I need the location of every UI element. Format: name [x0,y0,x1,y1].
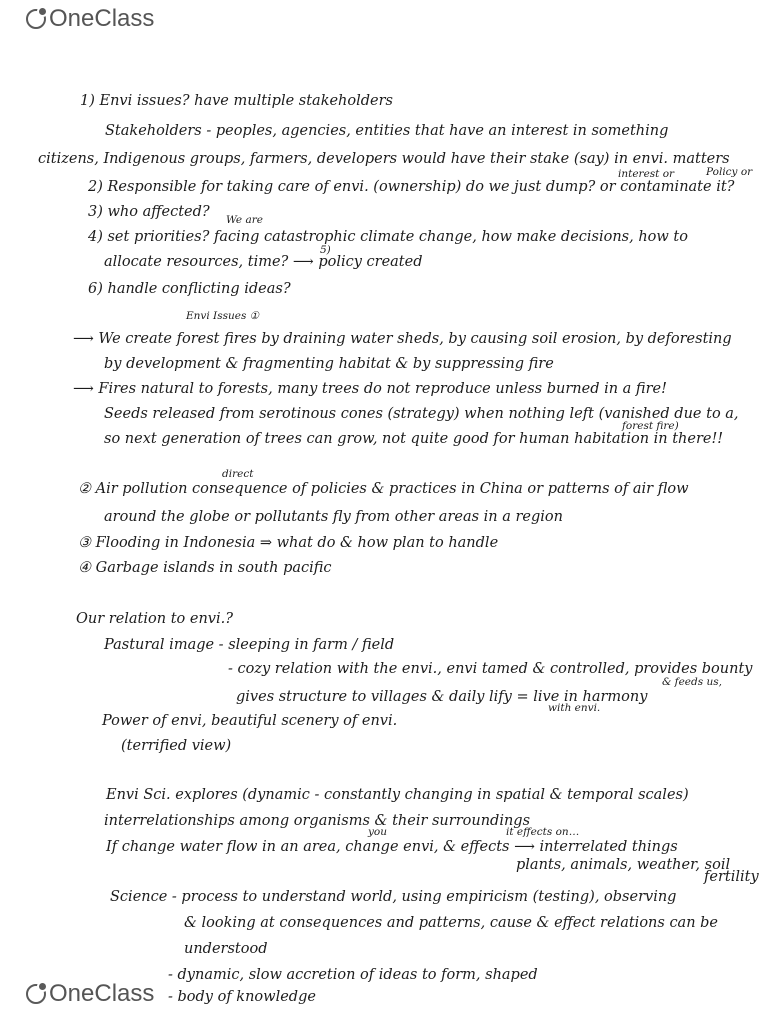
note-line: ⟶ Fires natural to forests, many trees do not reproduce unless burned in a fire! [73,381,667,397]
note-line: fertility [704,869,759,885]
note-line: Science - process to understand world, using empiricism (testing), observing [110,889,677,905]
note-line: - cozy relation with the envi., envi tamed & controlled, provides bounty [228,661,753,677]
note-line: citizens, Indigenous groups, farmers, developers would have their stake (say) in envi. matters [38,151,730,167]
note-line: & looking at consequences and patterns, cause & effect relations can be [184,915,719,931]
note-annotation: interest or [618,168,675,180]
note-line: by development & fragmenting habitat & by suppressing fire [104,356,554,372]
note-annotation: with envi. [548,702,601,714]
oneclass-logo-icon [26,984,46,1004]
note-line: - dynamic, slow accretion of ideas to form, shaped [168,967,538,983]
note-annotation: forest fire) [622,420,679,432]
brand-name: OneClass [49,980,155,1007]
note-line: Pastural image - sleeping in farm / field [104,637,395,653]
note-line: Stakeholders - peoples, agencies, entities that have an interest in something [105,123,669,139]
note-line: Power of envi, beautiful scenery of envi. [102,713,398,729]
brand-name: OneClass [49,5,155,32]
note-annotation: Policy or [706,166,753,178]
note-line: If change water flow in an area, change envi, & effects ⟶ interrelated things [106,839,678,855]
note-line: Envi Sci. explores (dynamic - constantly changing in spatial & temporal scales) [106,787,689,803]
note-line: Our relation to envi.? [76,611,234,627]
note-annotation: direct [222,468,254,480]
note-line: ⟶ We create forest fires by draining water sheds, by causing soil erosion, by deforesting [73,331,732,347]
note-annotation: Envi Issues ① [186,310,260,322]
note-line: ② Air pollution consequence of policies & practices in China or patterns of air flow [78,481,689,497]
brand-logo-bottom [26,980,154,1008]
note-line: Seeds released from serotinous cones (strategy) when nothing left (vanished due to a, [104,406,739,422]
note-line: around the globe or pollutants fly from other areas in a region [104,509,564,525]
note-line: allocate resources, time? ⟶ policy created [104,254,423,270]
note-line: 6) handle conflicting ideas? [88,281,291,297]
note-annotation: 5) [320,244,331,256]
note-line: plants, animals, weather, soil [516,857,731,873]
note-line: 1) Envi issues? have multiple stakeholders [80,93,394,109]
note-line: (terrified view) [121,738,232,754]
note-line: - body of knowledge [168,989,316,1005]
note-annotation: it effects on… [506,826,580,838]
note-line: 4) set priorities? facing catastrophic climate change, how make decisions, how to [88,229,688,245]
note-line: interrelationships among organisms & their surroundings [104,813,531,829]
note-line: 3) who affected? [88,204,210,220]
note-line: gives structure to villages & daily lify = live in harmony [236,689,648,705]
note-annotation: & feeds us, [662,676,722,688]
note-line: ③ Flooding in Indonesia ⇒ what do & how plan to handle [78,535,499,551]
note-line: understood [184,941,268,957]
brand-logo-top [26,5,154,33]
note-line: ④ Garbage islands in south pacific [78,560,332,576]
note-line: so next generation of trees can grow, not quite good for human habitation in there!! [104,431,724,447]
oneclass-logo-icon [26,9,46,29]
note-annotation: you [368,826,388,838]
note-annotation: We are [226,214,263,226]
note-line: 2) Responsible for taking care of envi. (ownership) do we just dump? or contaminate it? [88,179,735,195]
